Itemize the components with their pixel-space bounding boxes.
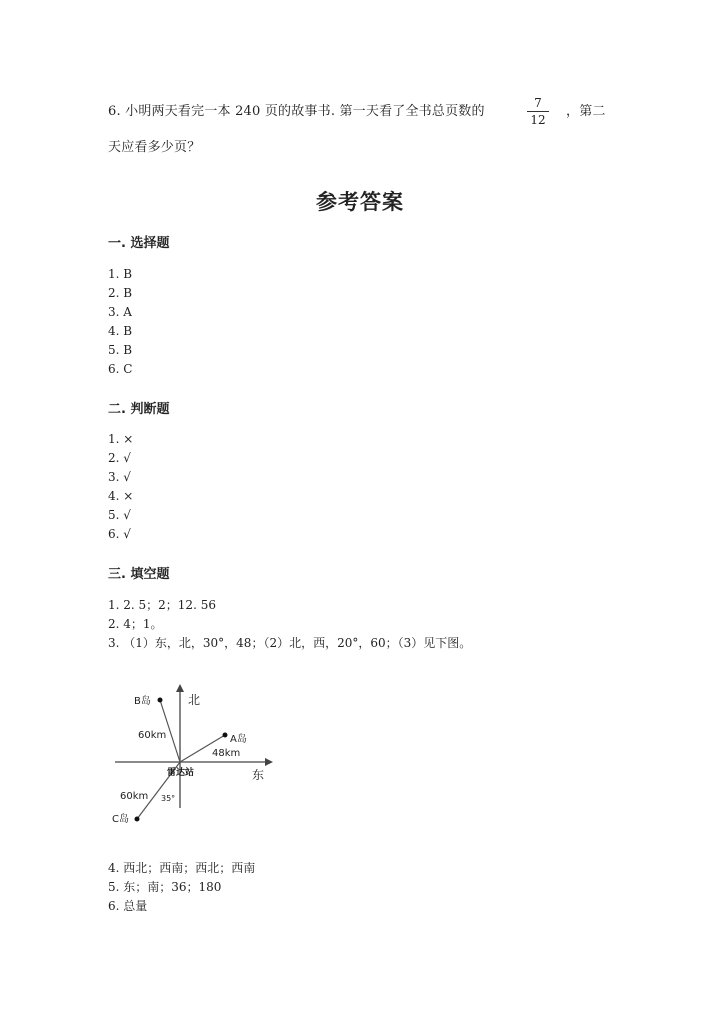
list-item: 1. B bbox=[108, 267, 133, 281]
a-distance-label: 48km bbox=[212, 748, 241, 759]
question-6-line-2: 天应看多少页？ bbox=[108, 140, 201, 155]
a-island-point bbox=[223, 733, 228, 738]
list-item: 6. √ bbox=[108, 527, 131, 541]
b-distance-label: 60km bbox=[138, 730, 167, 741]
list-item: 1. × bbox=[108, 432, 134, 446]
c-distance-label: 60km bbox=[120, 791, 149, 802]
list-item: 5. 东；南；36；180 bbox=[108, 880, 222, 894]
list-item: 6. 总量 bbox=[108, 899, 148, 913]
question-6-line-1-tail: ，第二 bbox=[566, 104, 606, 119]
list-item: 6. C bbox=[108, 362, 133, 376]
fraction-denominator: 12 bbox=[530, 113, 546, 127]
fill-answer-list-top bbox=[108, 596, 471, 653]
radar-station-diagram bbox=[105, 680, 285, 830]
c-angle-label: 35° bbox=[161, 794, 176, 803]
section-heading-judge: 二. 判断题 bbox=[108, 402, 170, 417]
north-label: 北 bbox=[188, 693, 201, 707]
judge-answer-list bbox=[108, 430, 133, 544]
list-item: 3. √ bbox=[108, 470, 131, 484]
fraction-numerator: 7 bbox=[534, 96, 542, 110]
b-island-point bbox=[158, 698, 163, 703]
list-item: 4. B bbox=[108, 324, 133, 338]
section-heading-fill: 三. 填空题 bbox=[108, 567, 170, 582]
c-island-point bbox=[135, 817, 140, 822]
list-item: 1. 2. 5；2；12. 56 bbox=[108, 598, 216, 612]
choice-answer-list bbox=[108, 265, 132, 379]
east-arrow-icon bbox=[265, 758, 273, 766]
east-label: 东 bbox=[252, 768, 265, 782]
list-item: 5. √ bbox=[108, 508, 131, 522]
question-6-line-1: 6. 小明两天看完一本 240 页的故事书. 第一天看了全书总页数的 bbox=[108, 104, 485, 119]
c-island-label: C岛 bbox=[112, 814, 129, 825]
list-item: 3. A bbox=[108, 305, 132, 319]
list-item: 2. 4；1。 bbox=[108, 617, 163, 631]
answer-title: 参考答案 bbox=[316, 190, 404, 214]
radar-station-label: 雷达站 bbox=[167, 768, 195, 778]
list-item: 2. √ bbox=[108, 451, 131, 465]
b-island-label: B岛 bbox=[134, 696, 151, 707]
fill-answer-list-bottom bbox=[108, 859, 255, 916]
list-item: 5. B bbox=[108, 343, 133, 357]
list-item: 4. 西北；西南；西北；西南 bbox=[108, 861, 256, 875]
a-island-label: A岛 bbox=[230, 734, 247, 745]
list-item: 2. B bbox=[108, 286, 133, 300]
list-item: 4. × bbox=[108, 489, 134, 503]
section-heading-choice: 一. 选择题 bbox=[108, 236, 170, 251]
north-arrow-icon bbox=[176, 684, 184, 692]
fraction-seven-twelfths bbox=[527, 96, 549, 127]
fraction-bar bbox=[527, 111, 549, 112]
list-item: 3. （1）东，北，30°，48；（2）北，西，20°，60；（3）见下图。 bbox=[108, 636, 472, 650]
